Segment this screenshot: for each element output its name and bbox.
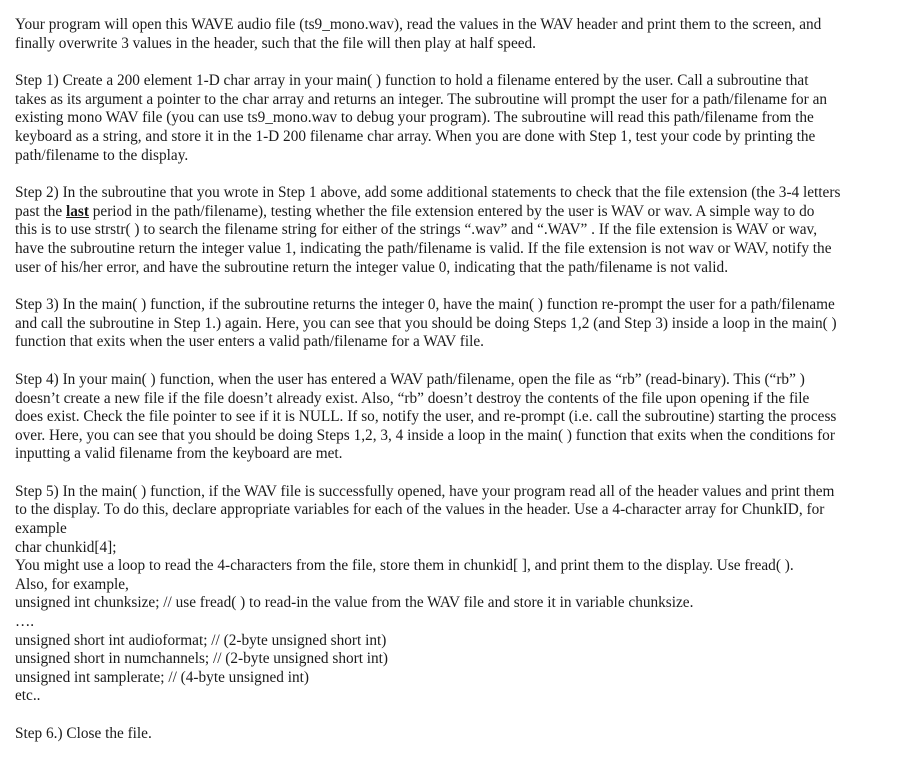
step1-line: takes as its argument a pointer to the char array and returns an integer. The subroutine will prompt the user for a path/filename for an — [15, 90, 828, 108]
step1-line: existing mono WAV file (you can use ts9_mono.wav to debug your program). The subroutine will read this path/filename from the — [15, 109, 814, 127]
step4-line: over. Here, you can see that you should be doing Steps 1,2, 3, 4 inside a loop in the main( ) function that exits when the conditions for — [15, 426, 835, 444]
step4-line: Step 4) In your main( ) function, when the user has entered a WAV path/filename, open the file as “rb” (read-binary). This (“rb” ) — [15, 370, 805, 388]
assignment-document — [15, 16, 891, 763]
step1-line: Step 1) Create a 200 element 1-D char array in your main( ) function to hold a filename entered by the user. Call a subroutine that — [15, 72, 809, 90]
step5-line: example — [15, 520, 67, 538]
step5-line: to the display. To do this, declare appropriate variables for each of the values in the header. Use a 4-character array for ChunkID, for — [15, 501, 825, 519]
code-line-samplerate: unsigned int samplerate; // (4-byte unsigned int) — [15, 668, 309, 686]
step2-line-start: past the — [15, 202, 66, 220]
step4-line: inputting a valid filename from the keyboard are met. — [15, 445, 343, 463]
step2-line: Step 2) In the subroutine that you wrote in Step 1 above, add some additional statements to check that the file extension (the 3-4 letters — [15, 184, 841, 202]
step5-line: You might use a loop to read the 4-characters from the file, store them in chunkid[ ], and print them to the display. Use fread( ). — [15, 557, 794, 575]
code-line-numchannels: unsigned short in numchannels; // (2-byte unsigned short int) — [15, 650, 389, 668]
step2-line: have the subroutine return the integer value 1, indicating the path/filename is valid. If the file extension is not wav or WAV, notify the — [15, 239, 832, 257]
step5-line: Also, for example, — [15, 575, 129, 593]
step6-paragraph — [15, 725, 891, 744]
step1-line: keyboard as a string, and store it in the 1-D 200 filename char array. When you are done with Step 1, test your code by printing the — [15, 127, 816, 145]
step4-line: does exist. Check the file pointer to see if it is NULL. If so, notify the user, and re-prompt (i.e. call the subroutine) starting the process — [15, 408, 837, 426]
step2-line: this is to use strstr( ) to search the filename string for either of the strings “.wav” and “.WAV” . If the file extension is WAV or wav, — [15, 221, 818, 239]
step3-line: Step 3) In the main( ) function, if the subroutine returns the integer 0, have the main( ) function re-prompt the user for a path/filename — [15, 296, 835, 314]
ellipsis-line: …. — [15, 613, 35, 631]
step3-paragraph — [15, 296, 891, 352]
step1-paragraph — [15, 72, 891, 165]
step3-line: and call the subroutine in Step 1.) again. Here, you can see that you should be doing Steps 1,2 (and Step 3) inside a loop in the main( ) — [15, 314, 837, 332]
step2-line: user of his/her error, and have the subroutine return the integer value 0, indicating that the path/filename is not valid. — [15, 258, 729, 276]
code-line-chunksize: unsigned int chunksize; // use fread( ) to read-in the value from the WAV file and store it in variable chunksize. — [15, 594, 694, 612]
emphasis-last: last — [65, 202, 89, 220]
step1-line: path/filename to the display. — [15, 146, 189, 164]
intro-line: finally overwrite 3 values in the header, such that the file will then play at half speed. — [15, 34, 537, 52]
step2-line-end: period in the path/filename), testing whether the file extension entered by the user is WAV or wav. A simple way to do — [88, 202, 815, 220]
step5-paragraph — [15, 483, 891, 706]
step2-paragraph — [15, 184, 891, 277]
step4-line: doesn’t create a new file if the file doesn’t already exist. Also, “rb” doesn’t destroy the contents of the file upon opening if the file — [15, 389, 810, 407]
intro-line: Your program will open this WAVE audio file (ts9_mono.wav), read the values in the WAV header and print them to the screen, and — [15, 16, 822, 33]
code-line-chunkid: char chunkid[4]; — [15, 538, 117, 556]
step3-line: function that exits when the user enters a valid path/filename for a WAV file. — [15, 333, 484, 351]
step2-line — [15, 203, 891, 222]
code-line-audioformat: unsigned short int audioformat; // (2-byte unsigned short int) — [15, 631, 387, 649]
step6-line: Step 6.) Close the file. — [15, 725, 152, 742]
intro-paragraph — [15, 16, 891, 53]
step5-line: etc.. — [15, 687, 41, 705]
step4-paragraph — [15, 371, 891, 464]
step5-line: Step 5) In the main( ) function, if the WAV file is successfully opened, have your program read all of the header values and print them — [15, 482, 835, 500]
